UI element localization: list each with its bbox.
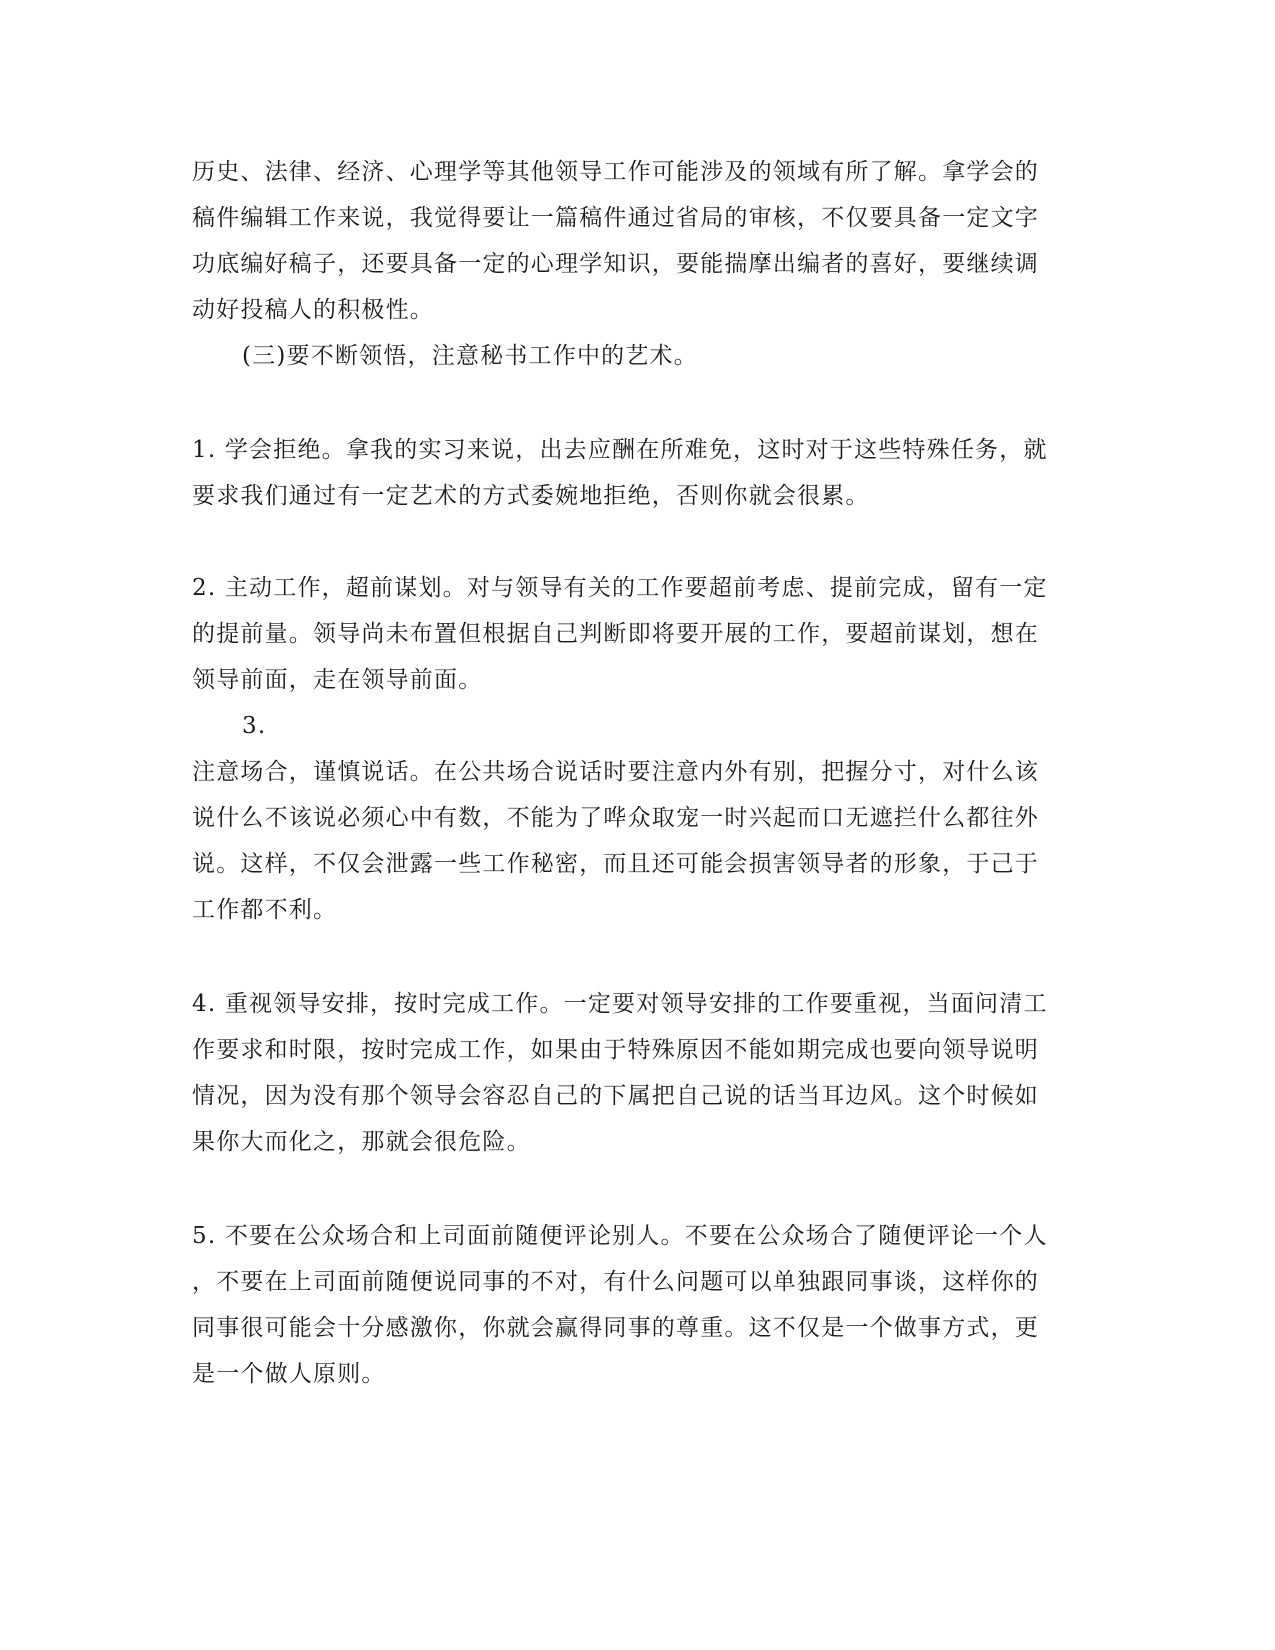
item-3-number: 3. [242,713,267,739]
item-1-line-2: 要求我们通过有一定艺术的方式委婉地拒绝，否则你就会很累。 [192,483,870,509]
item-3-line-2: 说什么不该说必须心中有数，不能为了哗众取宠一时兴起而口无遮拦什么都往外 [192,805,1039,831]
section-heading-3: (三)要不断领悟，注意秘书工作中的艺术。 [242,343,698,369]
item-5-line-3: 同事很可能会十分感激你，你就会赢得同事的尊重。这不仅是一个做事方式，更 [192,1315,1039,1341]
paragraph-1-line-4: 动好投稿人的积极性。 [192,297,434,323]
item-5-line-1: 5. 不要在公众场合和上司面前随便评论别人。不要在公众场合了随便评论一个人 [192,1223,1048,1249]
paragraph-1-line-1: 历史、法律、经济、心理学等其他领导工作可能涉及的领域有所了解。拿学会的 [192,159,1039,185]
item-3-line-4: 工作都不利。 [192,897,338,923]
item-3-line-1: 注意场合，谨慎说话。在公共场合说话时要注意内外有别，把握分寸，对什么该 [192,759,1039,785]
item-2-line-2: 的提前量。领导尚未布置但根据自己判断即将要开展的工作，要超前谋划，想在 [192,621,1039,647]
item-5-line-4: 是一个做人原则。 [192,1361,386,1387]
item-4-line-4: 果你大而化之，那就会很危险。 [192,1129,531,1155]
item-2-line-3: 领导前面，走在领导前面。 [192,667,483,693]
item-3-line-3: 说。这样，不仅会泄露一些工作秘密，而且还可能会损害领导者的形象，于己于 [192,851,1039,877]
item-4-line-2: 作要求和时限，按时完成工作，如果由于特殊原因不能如期完成也要向领导说明 [192,1037,1039,1063]
item-4-line-1: 4. 重视领导安排，按时完成工作。一定要对领导安排的工作要重视，当面问清工 [192,991,1048,1017]
item-1-line-1: 1. 学会拒绝。拿我的实习来说，出去应酬在所难免，这时对于这些特殊任务，就 [192,437,1048,463]
item-4-line-3: 情况，因为没有那个领导会容忍自己的下属把自己说的话当耳边风。这个时候如 [192,1083,1039,1109]
item-2-line-1: 2. 主动工作，超前谋划。对与领导有关的工作要超前考虑、提前完成，留有一定 [192,575,1048,601]
item-5-line-2: ，不要在上司面前随便说同事的不对，有什么问题可以单独跟同事谈，这样你的 [192,1269,1039,1295]
paragraph-1-line-3: 功底编好稿子，还要具备一定的心理学知识，要能揣摩出编者的喜好，要继续调 [192,251,1039,277]
paragraph-1-line-2: 稿件编辑工作来说，我觉得要让一篇稿件通过省局的审核，不仅要具备一定文字 [192,205,1039,231]
